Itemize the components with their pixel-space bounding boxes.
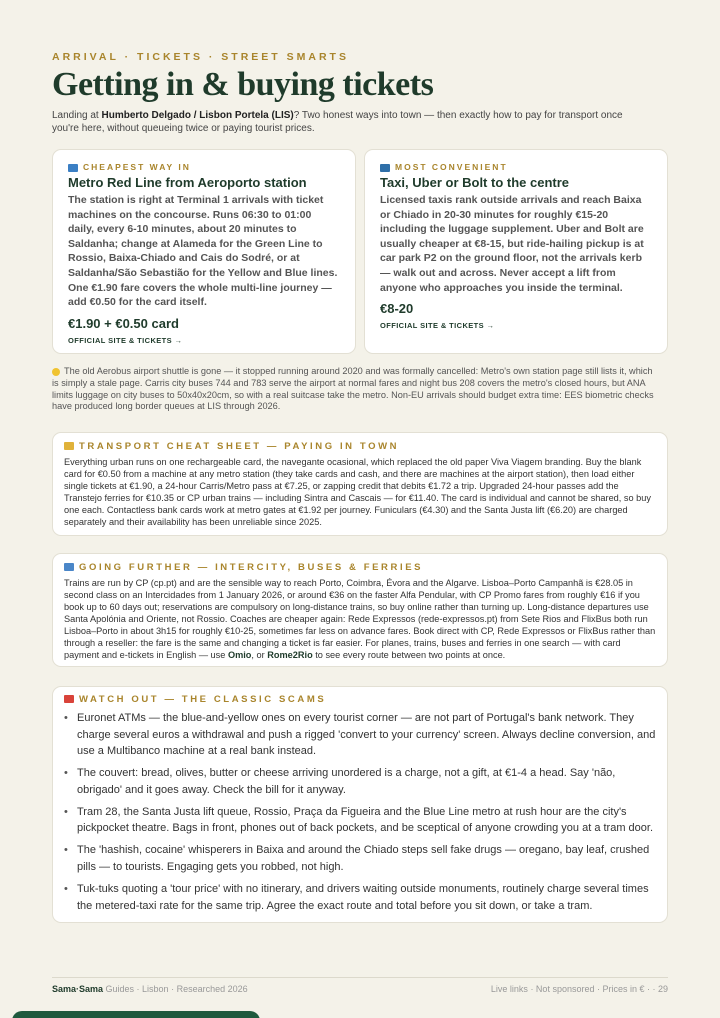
option-kicker-text: MOST CONVENIENT (395, 162, 508, 172)
further-text: Trains are run by CP (cp.pt) and are the sensible way to reach Porto, Coimbra, Évora and the Algarve. Lisboa–Porto Campanhã is €28.05 in second class on an Intercidades from 1 January 2026, or around €36 on the faster Alfa Pendular, with CP Promo fares from roughly €16 if you book up to 60 days out; reservations are compulsory on long-distance trains, so buy online rather than turning up. Long-distance departures use Santa Apolónia and Oriente, not Rossio. Coaches are cheaper again: Rede Expressos (rede-expressos.pt) from Sete Rios and FlixBus both run Lisboa–Porto in about 3h15 for roughly €10-25, sometimes far less on advance fares. Book direct with CP, Rede Expressos or FlixBus rather than through a reseller: the fare is the same and changing a ticket is far easier. For planes, trains, buses and ferries in one search — with card payment and e-tickets in English — use (64, 578, 656, 660)
lightbulb-icon (52, 368, 60, 376)
rome2rio-link[interactable]: Rome2Rio (267, 650, 313, 660)
list-item: • The couvert: bread, olives, butter or cheese arriving unordered is a charge, not a gift, at €1-4 a head. Say 'não, obrigado' and it goes away. Check the bill for it anyway. (64, 765, 656, 798)
cheat-sheet-text: Everything urban runs on one rechargeable card, the navegante ocasional, which replaced the old paper Viva Viagem branding. Buy the blank card for €0.50 from a machine at any metro station (they take cards and cash, and there are machines at the airport station), then load either single tickets at €1.90, a 24-hour Carris/Metro pass at €7.25, or zapping credit that debits €1.72 a trip. Upgraded 24-hour passes add the Transtejo ferries for €10.35 or CP urban trains — including Sintra and Cascais — for €11.40. The card is individual and cannot be shared, so buy one each. Contactless bank cards work at metro gates at €1.92 per journey. Funiculars (€4.30) and the Santa Justa lift (€6.20) are charged separately and their availability has been unreliable since 2025. (64, 457, 651, 527)
option-price: €1.90 + €0.50 card (68, 315, 179, 331)
option-kicker-text: CHEAPEST WAY IN (83, 162, 191, 172)
option-kicker (68, 162, 340, 172)
list-item: • Tuk-tuks quoting a 'tour price' with no itinerary, and drivers waiting outside monuments, routinely charge several times the metered-taxi rate for the same trip. Agree the exact route and total before you sit down, or take a tram. (64, 881, 656, 914)
ticket-icon (64, 442, 74, 450)
scams-list (64, 710, 656, 914)
option-description: Licensed taxis rank outside arrivals and reach Baixa or Chiado in 20-30 minutes for roughly €15-20 including the luggage supplement. Uber and Bolt are usually cheaper at €8-15, but ride-hailing pickup is at car park P2 on the ground floor, not the arrivals kerb — walk out and across. Never accept a lift from anyone who approaches you inside the terminal. (380, 194, 644, 294)
going-further-text (64, 577, 656, 661)
intro-text-end: ? Two honest ways into town — then exactly how to pay for transport once you're here, without queueing twice or paying tourist prices. (52, 110, 623, 134)
option-title: Taxi, Uber or Bolt to the centre (380, 175, 570, 190)
list-item: • Tram 28, the Santa Justa lift queue, Rossio, Praça da Figueira and the Blue Line metro at rush hour are the city's pickpocket theatre. Bags in front, phones out of back pockets, and be sceptical of anyone crowding you at a tram door. (64, 804, 656, 837)
siren-icon (64, 695, 74, 703)
scams-card (52, 686, 668, 923)
option-card-taxi (364, 149, 668, 354)
section-kicker (64, 562, 656, 573)
option-kicker (380, 162, 652, 172)
section-kicker-text: WATCH OUT — THE CLASSIC SCAMS (79, 694, 327, 705)
list-item: • The 'hashish, cocaine' whisperers in Baixa and around the Chiado steps sell fake drugs — oregano, bay leaf, crushed pills — to tourists. Engaging gets you robbed, not high. (64, 842, 656, 875)
cheat-sheet-card (52, 432, 668, 536)
floating-action-bar[interactable] (12, 1011, 260, 1018)
official-site-link[interactable]: OFFICIAL SITE & TICKETS → (380, 321, 495, 331)
list-item: • Euronet ATMs — the blue-and-yellow ones on every tourist corner — are not part of Portugal's bank network. They charge several euros a withdrawal and push a rigged 'convert to your currency' screen. Always decline conversion, and use a Multibanco machine at a real bank instead. (64, 710, 656, 760)
note-text: The old Aerobus airport shuttle is gone — it stopped running around 2020 and was formally cancelled: Metro's own station page still lists it, which is simply a stale page. Carris city buses 744 and 783 serve the airport at normal fares and night bus 208 covers the metro's closed hours, but ANA limits luggage on city buses to 50x40x20cm, so with a real suitcase take the metro. Non-EU arrivals should budget extra time: EES biometric checks have produced long border queues at LIS through 2026. (52, 366, 654, 412)
going-further-card (52, 553, 668, 667)
option-card-metro (52, 149, 356, 354)
page-title: Getting in & buying tickets (52, 66, 434, 103)
footer-brand: Sama·Sama (52, 984, 104, 994)
footer-right-text: Live links · Not sponsored · Prices in € · · 29 (490, 984, 668, 994)
metro-ticket-icon (68, 164, 78, 172)
omio-link[interactable]: Omio (227, 650, 252, 660)
intro-text-start: Landing at (52, 110, 102, 121)
section-kicker-text: TRANSPORT CHEAT SHEET — PAYING IN TOWN (79, 441, 400, 452)
intro-paragraph (52, 110, 642, 135)
option-description: The station is right at Terminal 1 arrivals with ticket machines on the concourse. Runs 06:30 to 01:00 daily, every 6-10 minutes, about 20 minutes to Saldanha; change at Alameda for the Green Line to Rossio, Baixa-Chiado and Cais do Sodré, or at Saldanha/São Sebastião for the Yellow and Blue lines. One €1.90 fare covers the whole multi-line journey — add €0.50 for the card itself. (68, 194, 338, 309)
page-footer (52, 977, 668, 994)
option-price: €8-20 (380, 301, 414, 317)
taxi-icon (380, 164, 390, 172)
airport-name: Humberto Delgado / Lisbon Portela (LIS) (101, 110, 294, 121)
further-text-mid: , or (251, 650, 268, 660)
option-title: Metro Red Line from Aeroporto station (68, 175, 307, 190)
further-text-end: to see every route between two points at once. (312, 650, 506, 660)
section-kicker-text: GOING FURTHER — INTERCITY, BUSES & FERRIES (79, 562, 424, 573)
official-site-link[interactable]: OFFICIAL SITE & TICKETS → (68, 335, 183, 345)
section-kicker (64, 441, 656, 452)
bus-icon (64, 563, 74, 571)
footer-left-text: Guides · Lisbon · Researched 2026 (103, 984, 248, 994)
section-kicker (64, 694, 656, 705)
aerobus-note (52, 366, 660, 413)
section-eyebrow: ARRIVAL · TICKETS · STREET SMARTS (52, 51, 349, 63)
